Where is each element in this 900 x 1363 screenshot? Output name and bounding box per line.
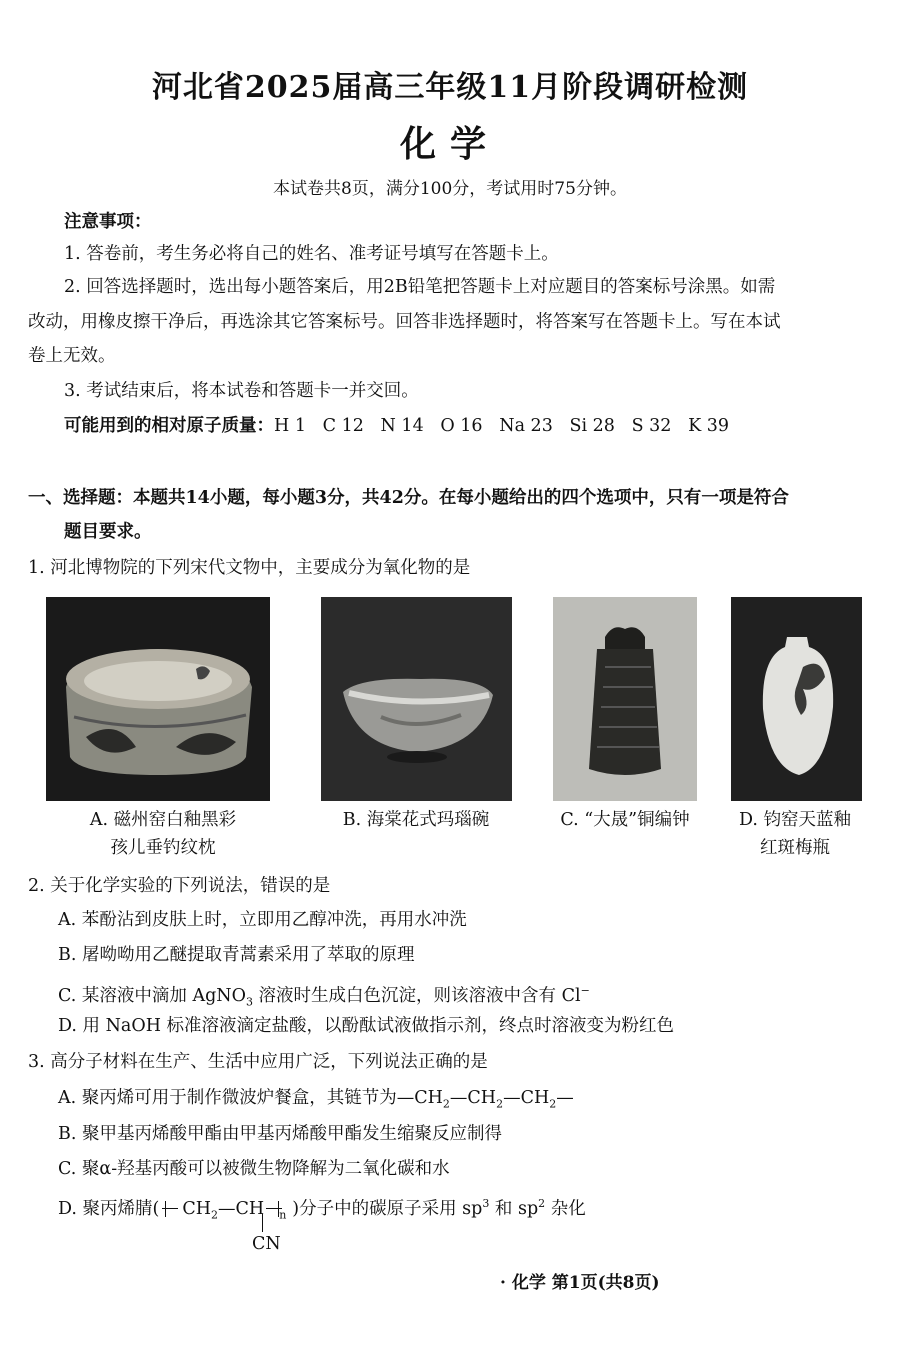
q3-option-b: B. 聚甲基丙烯酸甲酯由甲基丙烯酸甲酯发生缩聚反应制得 xyxy=(58,1124,502,1144)
polymer-bracket-left xyxy=(165,1201,180,1217)
notice-item-2-line-3: 卷上无效。 xyxy=(28,346,116,366)
q3-option-a-t3: —CH xyxy=(503,1088,550,1108)
notice-item-2-line-1: 2. 回答选择题时，选出每小题答案后，用2B铅笔把答题卡上对应题目的答案标号涂黑。如需 xyxy=(64,277,776,297)
notice-item-1: 1. 答卷前，考生务必将自己的姓名、准考证号填写在答题卡上。 xyxy=(64,244,559,264)
formula-ch: CH xyxy=(182,1198,212,1219)
polymer-bracket-right xyxy=(266,1201,279,1217)
paper-info: 本试卷共8页，满分100分，考试用时75分钟。 xyxy=(273,179,627,199)
question-2-stem: 2. 关于化学实验的下列说法，错误的是 xyxy=(28,876,331,896)
section-1-line-2: 题目要求。 xyxy=(64,522,152,542)
q3-option-a-t2: —CH xyxy=(449,1088,497,1108)
formula-ch-2: —CH xyxy=(218,1198,265,1219)
q3-option-a-t4: — xyxy=(556,1088,574,1108)
q1-option-d-line-1: D. 钧窑天蓝釉 xyxy=(738,810,852,830)
q2-option-c-sub: 3 xyxy=(245,995,253,1009)
polymer-n: n xyxy=(279,1208,287,1222)
q3-option-a-s3: 2 xyxy=(549,1097,557,1111)
q2-option-c-sup: − xyxy=(580,984,590,997)
subject-title: 化学 xyxy=(399,123,500,165)
photo-agate-bowl xyxy=(321,597,512,801)
cn-bond-line xyxy=(262,1214,263,1232)
q3-option-d-and: 和 sp xyxy=(489,1198,539,1219)
photo-porcelain-pillow xyxy=(46,597,270,801)
notice-heading: 注意事项： xyxy=(64,212,152,232)
q1-option-d xyxy=(720,806,870,862)
q3-option-a-t1: A. 聚丙烯可用于制作微波炉餐盒，其链节为—CH xyxy=(58,1088,443,1108)
q3-option-c: C. 聚α-羟基丙酸可以被微生物降解为二氧化碳和水 xyxy=(58,1159,450,1179)
q1-option-b: B. 海棠花式玛瑙碗 xyxy=(342,810,490,830)
cn-group: CN xyxy=(252,1234,281,1254)
sp3-sup: 3 xyxy=(482,1197,490,1210)
photo-bronze-bell xyxy=(553,597,697,801)
q1-option-d-line-2: 红斑梅瓶 xyxy=(760,838,830,858)
q1-option-a-line-1: A. 磁州窑白釉黑彩 xyxy=(89,810,237,830)
photo-plum-vase xyxy=(731,597,862,801)
q3-option-d-post: )分子中的碳原子采用 sp xyxy=(292,1198,483,1219)
q3-option-a-s2: 2 xyxy=(496,1097,504,1111)
page-footer: · 化学 第1页(共8页) xyxy=(500,1273,660,1293)
sp2-sup: 2 xyxy=(538,1197,546,1210)
q3-option-a xyxy=(58,1086,574,1117)
q3-option-d-end: 杂化 xyxy=(545,1198,586,1219)
q2-option-c xyxy=(58,979,590,1014)
atomic-mass-label: 可能用到的相对原子质量： xyxy=(64,416,274,436)
atomic-mass-line xyxy=(64,414,729,438)
q1-option-a-line-2: 孩儿垂钓纹枕 xyxy=(110,838,216,858)
question-3-stem: 3. 高分子材料在生产、生活中应用广泛，下列说法正确的是 xyxy=(28,1052,488,1072)
q2-option-a: A. 苯酚沾到皮肤上时，立即用乙醇冲洗，再用水冲洗 xyxy=(58,910,467,930)
q2-option-c-text-1: C. 某溶液中滴加 AgNO xyxy=(58,985,246,1006)
notice-item-3: 3. 考试结束后，将本试卷和答题卡一并交回。 xyxy=(64,381,419,401)
q3-option-d xyxy=(58,1192,586,1227)
q3-option-d-pre: D. 聚丙烯腈( xyxy=(58,1198,160,1219)
q1-option-c: C. “大晟”铜编钟 xyxy=(560,810,690,830)
section-1-line-1: 一、选择题：本题共14小题，每小题3分，共42分。在每小题给出的四个选项中，只有一项是符合 xyxy=(28,488,789,508)
formula-ch-sub: 2 xyxy=(211,1208,219,1222)
notice-item-2-line-2: 改动，用橡皮擦干净后，再选涂其它答案标号。回答非选择题时，将答案写在答题卡上。写在本试 xyxy=(28,312,781,332)
exam-title: 河北省2025届高三年级11月阶段调研检测 xyxy=(151,70,749,105)
q2-option-b: B. 屠呦呦用乙醚提取青蒿素采用了萃取的原理 xyxy=(58,945,415,965)
q3-option-a-s1: 2 xyxy=(442,1097,450,1111)
q2-option-c-text-2: 溶液时生成白色沉淀，则该溶液中含有 Cl xyxy=(252,985,581,1006)
question-1-stem: 1. 河北博物院的下列宋代文物中，主要成分为氧化物的是 xyxy=(28,558,471,578)
q1-option-a xyxy=(58,806,268,862)
atomic-mass-values: H 1 C 12 N 14 O 16 Na 23 Si 28 S 32 K 39 xyxy=(274,416,730,436)
q2-option-d: D. 用 NaOH 标准溶液滴定盐酸，以酚酞试液做指示剂，终点时溶液变为粉红色 xyxy=(58,1016,675,1036)
